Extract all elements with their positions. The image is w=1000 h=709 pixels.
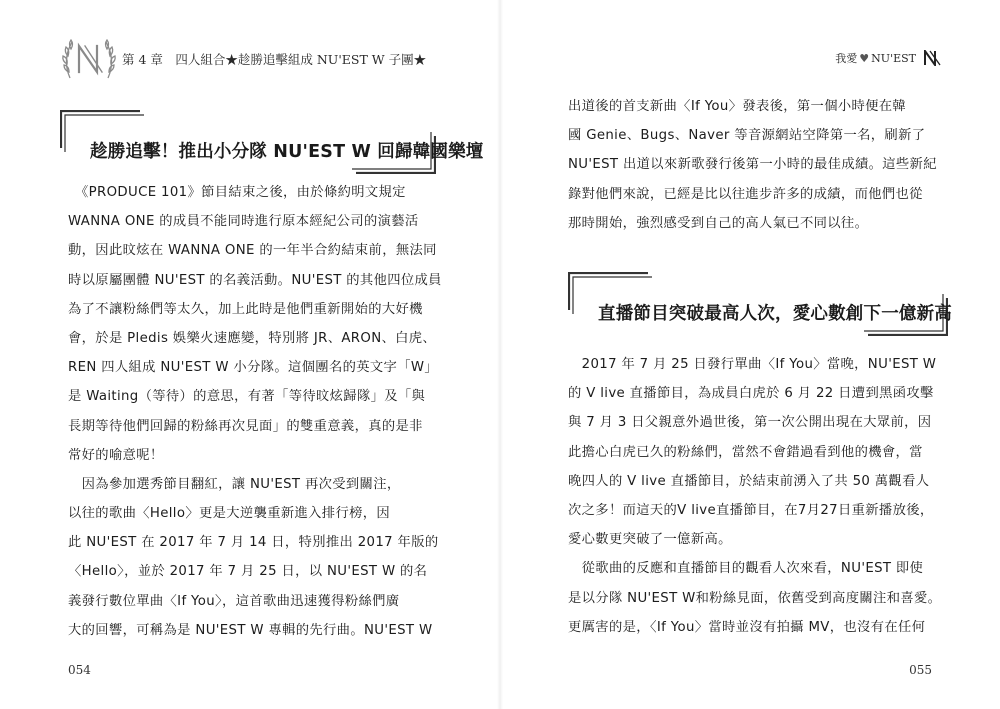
running-header-prefix: 我愛 xyxy=(835,52,858,65)
text-line: 因為參加選秀節目翻紅，讓 NU'EST 再次受到關注， xyxy=(68,476,401,492)
section-heading-title: 直播節目突破最高人次，愛心數創下一億新高 xyxy=(598,304,952,324)
text-line: 是以分隊 NU'EST W和粉絲見面，依舊受到高度關注和喜愛。 xyxy=(568,590,942,606)
running-header-brand: NU'EST xyxy=(871,51,916,65)
left-body-text xyxy=(68,178,440,645)
text-line: 的 V live 直播節目，為成員白虎於 6 月 22 日遭到黑函攻擊 xyxy=(568,386,934,402)
text-line: 時以原屬團體 NU'EST 的名義活動。NU'EST 的其他四位成員 xyxy=(68,272,442,288)
text-line: 〈Hello〉，並於 2017 年 7 月 25 日，以 NU'EST W 的名 xyxy=(68,564,428,580)
section-heading-title: 趁勝追擊！推出小分隊 NU'EST W 回歸韓國樂壇 xyxy=(90,142,484,162)
text-line: 常好的喻意呢！ xyxy=(68,447,164,463)
text-line: 錄對他們來說，已經是比以往進步許多的成績，而他們也從 xyxy=(568,186,923,202)
nuest-mini-logo-icon xyxy=(922,50,942,66)
text-line: REN 四人組成 NU'EST W 小分隊。這個團名的英文字「W」 xyxy=(68,360,438,376)
text-line: 2017 年 7 月 25 日發行單曲〈If You〉當晚，NU'EST W xyxy=(568,357,937,372)
text-line: 大的回響，可稱為是 NU'EST W 專輯的先行曲。NU'EST W xyxy=(68,622,433,638)
text-line: 次之多！而這天的V live直播節目，在7月27日重新播放後， xyxy=(568,502,934,518)
text-line: 此 NU'EST 在 2017 年 7 月 14 日，特別推出 2017 年版的 xyxy=(68,535,439,551)
right-body-text xyxy=(568,350,948,642)
section-heading-left xyxy=(60,110,484,174)
page-number-right: 055 xyxy=(909,663,932,677)
page-number-left: 054 xyxy=(68,663,91,677)
text-line: 國 Genie、Bugs、Naver 等音源網站空降第一名，刷新了 xyxy=(568,128,926,144)
running-header-book xyxy=(835,50,942,66)
right-body-text-intro xyxy=(568,92,948,238)
text-line: 義發行數位單曲〈If You〉，這首歌曲迅速獲得粉絲們廣 xyxy=(68,593,400,609)
text-line: 晚四人的 V live 直播節目，於結束前湧入了共 50 萬觀看人 xyxy=(568,473,930,489)
text-line: 動，因此旼炫在 WANNA ONE 的一年半合約結束前，無法同 xyxy=(68,243,437,259)
section-heading-right xyxy=(568,272,952,336)
text-line: NU'EST 出道以來新歌發行後第一小時的最佳成績。這些新紀 xyxy=(568,157,937,173)
text-line: 與 7 月 3 日父親意外過世後，第一次公開出現在大眾前，因 xyxy=(568,415,932,431)
text-line: 以往的歌曲〈Hello〉更是大逆襲重新進入排行榜，因 xyxy=(68,506,391,522)
text-line: 那時開始，強烈感受到自己的高人氣已不同以往。 xyxy=(568,215,869,231)
text-line: 更厲害的是，〈If You〉當時並沒有拍攝 MV，也沒有在任何 xyxy=(568,619,926,635)
text-line: 《PRODUCE 101》節目結束之後，由於條約明文規定 xyxy=(68,185,406,200)
text-line: 愛心數更突破了一億新高。 xyxy=(568,532,732,548)
text-line: 從歌曲的反應和直播節目的觀看人次來看，NU'EST 即使 xyxy=(568,561,924,577)
running-header-chapter: 第 4 章 四人組合★趁勝追擊組成 NU'EST W 子團★ xyxy=(122,52,427,67)
text-line: 出道後的首支新曲〈If You〉發表後，第一個小時便在韓 xyxy=(568,99,907,114)
text-line: 會，於是 Pledis 娛樂火速應變，特別將 JR、ARON、白虎、 xyxy=(68,330,437,346)
heart-icon: ♥ xyxy=(859,51,870,65)
text-line: 此擔心白虎已久的粉絲們，當然不會錯過看到他的機會，當 xyxy=(568,444,923,460)
text-line: 長期等待他們回歸的粉絲再次見面」的雙重意義，真的是非 xyxy=(68,418,423,434)
text-line: WANNA ONE 的成員不能同時進行原本經紀公司的演藝活 xyxy=(68,214,419,230)
nuest-laurel-logo-icon xyxy=(58,28,120,90)
text-line: 為了不讓粉絲們等太久，加上此時是他們重新開始的大好機 xyxy=(68,301,423,317)
text-line: 是 Waiting（等待）的意思，有著「等待旼炫歸隊」及「與 xyxy=(68,389,426,405)
